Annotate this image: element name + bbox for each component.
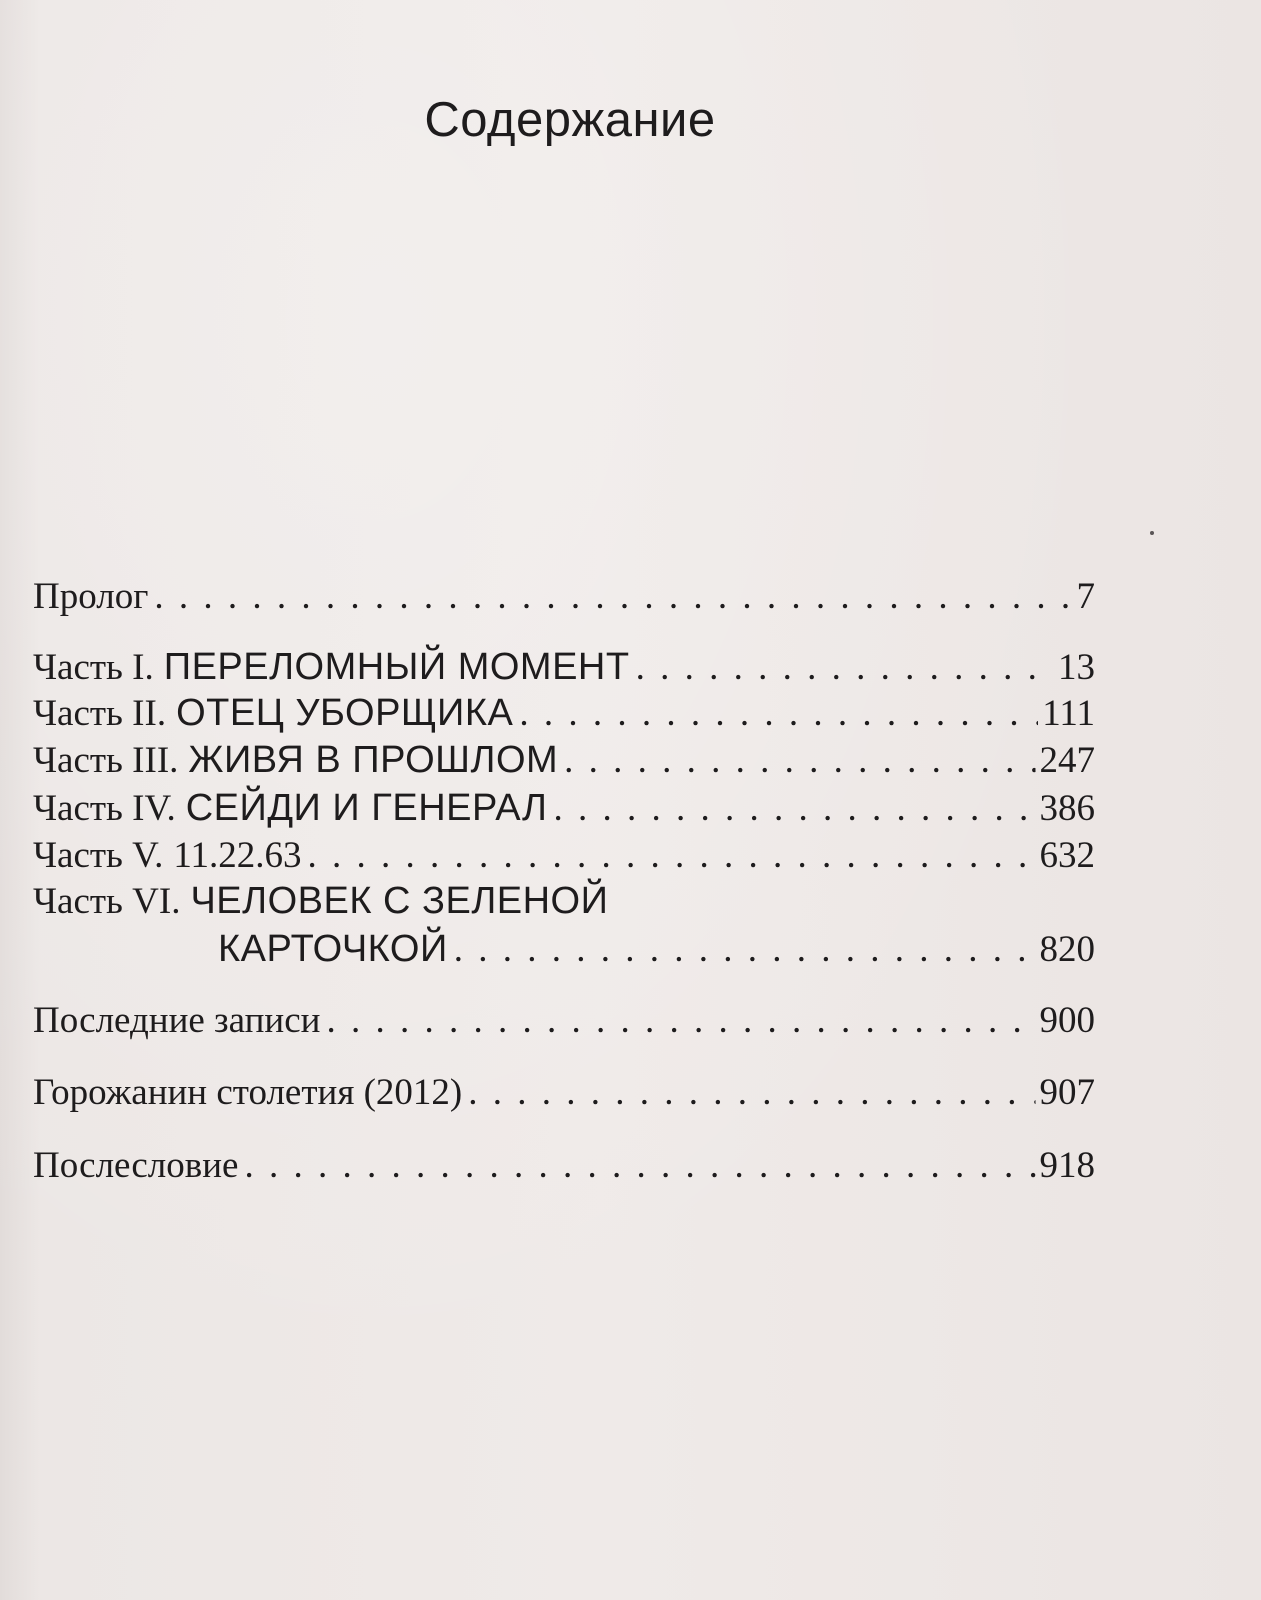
- toc-page-number: 247: [1039, 740, 1095, 781]
- toc-page-number: 900: [1039, 1000, 1095, 1041]
- toc-entry-part-prefix: Часть IV.: [33, 788, 176, 829]
- toc-dot-leader: [462, 1074, 1035, 1111]
- toc-entry-part-6[interactable]: [33, 882, 1095, 920]
- toc-entry-last-notes[interactable]: [33, 1002, 1095, 1039]
- toc-page-number: 111: [1042, 693, 1095, 734]
- toc-page-number: 907: [1039, 1072, 1095, 1113]
- toc-dot-leader: [302, 837, 1036, 874]
- toc-entry-part-3[interactable]: [33, 741, 1095, 779]
- toc-entry-part-heading: ПЕРЕЛОМНЫЙ МОМЕНТ: [163, 646, 630, 688]
- toc-entry-label: Последние записи: [33, 1000, 321, 1041]
- toc-dot-leader: [630, 649, 1054, 686]
- toc-dot-leader: [558, 742, 1035, 779]
- toc-entry-part-prefix: Часть II.: [33, 693, 167, 734]
- toc-entry-part-6-continued[interactable]: [218, 930, 1095, 968]
- toc-page-number: 386: [1039, 788, 1095, 829]
- toc-entry-part-4[interactable]: [33, 789, 1095, 827]
- toc-dot-leader: [148, 578, 1072, 615]
- toc-dot-leader: [513, 695, 1038, 732]
- toc-entry-part-prefix: Часть VI.: [33, 881, 181, 922]
- toc-entry-part-1[interactable]: [33, 648, 1095, 686]
- toc-entry-part-heading: ЧЕЛОВЕК С ЗЕЛЕНОЙ: [190, 880, 609, 922]
- toc-entry-label: Послесловие: [33, 1145, 239, 1186]
- toc-entry-part-heading: СЕЙДИ И ГЕНЕРАЛ: [185, 787, 548, 829]
- toc-entry-part-heading: ОТЕЦ УБОРЩИКА: [176, 692, 514, 734]
- toc-page-number: 7: [1076, 576, 1095, 617]
- toc-entry-part-prefix: Часть I.: [33, 647, 154, 688]
- toc-page-number: 820: [1039, 929, 1095, 970]
- toc-entry-part-heading: 11.22.63: [173, 835, 302, 876]
- toc-entry-part-heading-cont: КАРТОЧКОЙ: [218, 928, 448, 970]
- toc-dot-leader: [448, 931, 1036, 968]
- toc-page-number: 918: [1039, 1145, 1095, 1186]
- toc-entry-part-2[interactable]: [33, 694, 1095, 732]
- toc-entry-prologue[interactable]: [33, 578, 1095, 615]
- toc-dot-leader: [238, 1147, 1035, 1184]
- toc-entry-part-prefix: Часть III.: [33, 740, 179, 781]
- toc-entry-citizen-of-century[interactable]: [33, 1074, 1095, 1111]
- toc-page-number: 13: [1058, 647, 1095, 688]
- toc-entry-label: Пролог: [33, 576, 149, 617]
- toc-page-number: 632: [1039, 835, 1095, 876]
- toc-entry-part-prefix: Часть V.: [33, 835, 164, 876]
- page-title: Содержание: [424, 93, 716, 147]
- toc-entry-label: Горожанин столетия (2012): [33, 1072, 463, 1113]
- toc-dot-leader: [547, 790, 1035, 827]
- toc-dot-leader: [320, 1002, 1035, 1039]
- toc-entry-part-5[interactable]: [33, 837, 1095, 874]
- toc-entry-afterword[interactable]: [33, 1147, 1095, 1184]
- toc-entry-part-heading: ЖИВЯ В ПРОШЛОМ: [188, 739, 559, 781]
